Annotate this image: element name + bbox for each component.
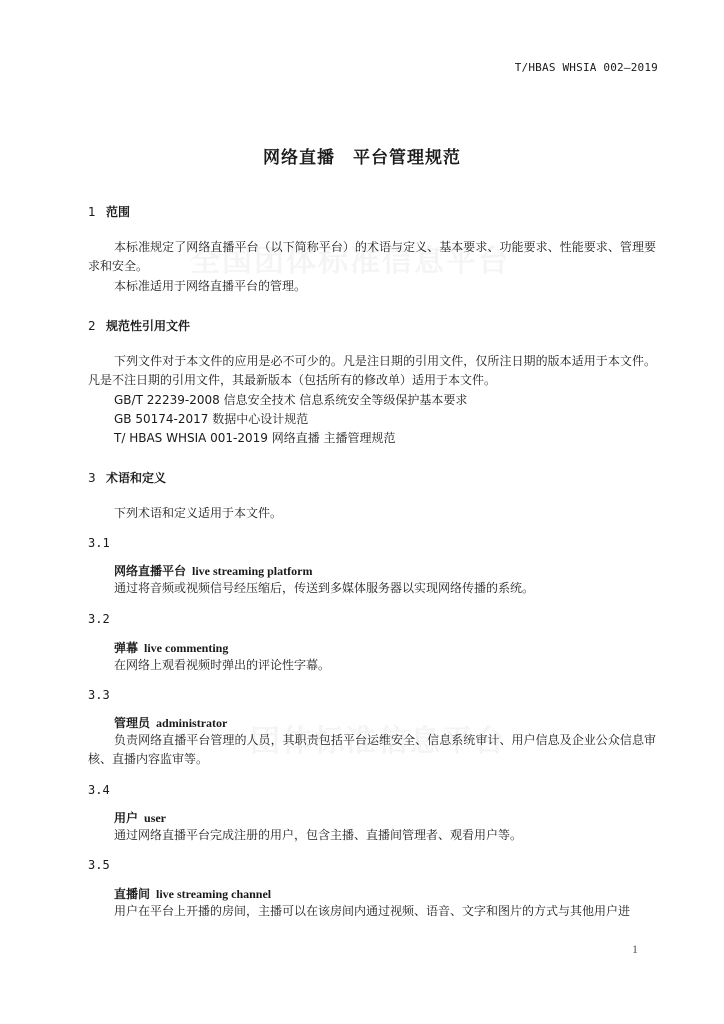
section-number: 3: [88, 471, 96, 485]
document-title: 网络直播 平台管理规范: [263, 148, 461, 168]
term-number: 3.2: [88, 612, 110, 626]
term-chinese: 用户: [114, 811, 139, 825]
reference-item: T/ HBAS WHSIA 001-2019 网络直播 主播管理规范: [114, 431, 396, 445]
term-heading: [114, 562, 312, 579]
term-heading: [114, 714, 227, 731]
section-title: 规范性引用文件: [106, 319, 191, 333]
section-heading: [88, 469, 166, 486]
term-chinese: 网络直播平台: [114, 564, 187, 578]
term-english: live streaming platform: [192, 564, 313, 578]
term-definition: 通过将音频或视频信号经压缩后，传送到多媒体服务器以实现网络传播的系统。: [114, 581, 535, 595]
term-definition: 用户在平台上开播的房间，主播可以在该房间内通过视频、语音、文字和图片的方式与其他用户进: [114, 904, 631, 918]
section-title: 范围: [106, 205, 131, 219]
term-number: 3.1: [88, 536, 110, 550]
term-heading: [114, 809, 166, 826]
term-chinese: 管理员: [114, 716, 151, 730]
paragraph: 本标准适用于网络直播平台的管理。: [114, 279, 307, 293]
term-english: live commenting: [144, 641, 229, 655]
section-title: 术语和定义: [106, 471, 167, 485]
term-english: administrator: [156, 716, 228, 730]
reference-item: GB/T 22239-2008 信息安全技术 信息系统安全等级保护基本要求: [114, 393, 468, 407]
section-heading: [88, 203, 130, 220]
term-number: 3.3: [88, 688, 110, 702]
standard-code: T/HBAS WHSIA 002—2019: [514, 61, 658, 74]
section-heading: [88, 317, 190, 334]
section-number: 2: [88, 319, 96, 333]
term-english: live streaming channel: [156, 887, 272, 901]
paragraph: 本标准规定了网络直播平台（以下简称平台）的术语与定义、基本要求、功能要求、性能要求、管理要求和安全。: [88, 240, 656, 273]
term-definition: 负责网络直播平台管理的人员，其职责包括平台运维安全、信息系统审计、用户信息及企业公众信息审核、直播内容监审等。: [88, 733, 656, 766]
term-chinese: 弹幕: [114, 641, 139, 655]
term-number: 3.5: [88, 858, 110, 872]
paragraph: 下列术语和定义适用于本文件。: [114, 506, 283, 520]
term-number: 3.4: [88, 783, 110, 797]
reference-item: GB 50174-2017 数据中心设计规范: [114, 412, 309, 426]
section-number: 1: [88, 205, 96, 219]
paragraph: 下列文件对于本文件的应用是必不可少的。凡是注日期的引用文件，仅所注日期的版本适用于本文件。凡是不注日期的引用文件，其最新版本（包括所有的修改单）适用于本文件。: [88, 354, 656, 387]
term-english: user: [144, 811, 167, 825]
term-heading: [114, 639, 228, 656]
term-definition: 通过网络直播平台完成注册的用户，包含主播、直播间管理者、观看用户等。: [114, 828, 523, 842]
term-definition: 在网络上观看视频时弹出的评论性字幕。: [114, 658, 331, 672]
term-heading: [114, 885, 271, 902]
term-chinese: 直播间: [114, 887, 151, 901]
page-number: 1: [632, 942, 638, 956]
